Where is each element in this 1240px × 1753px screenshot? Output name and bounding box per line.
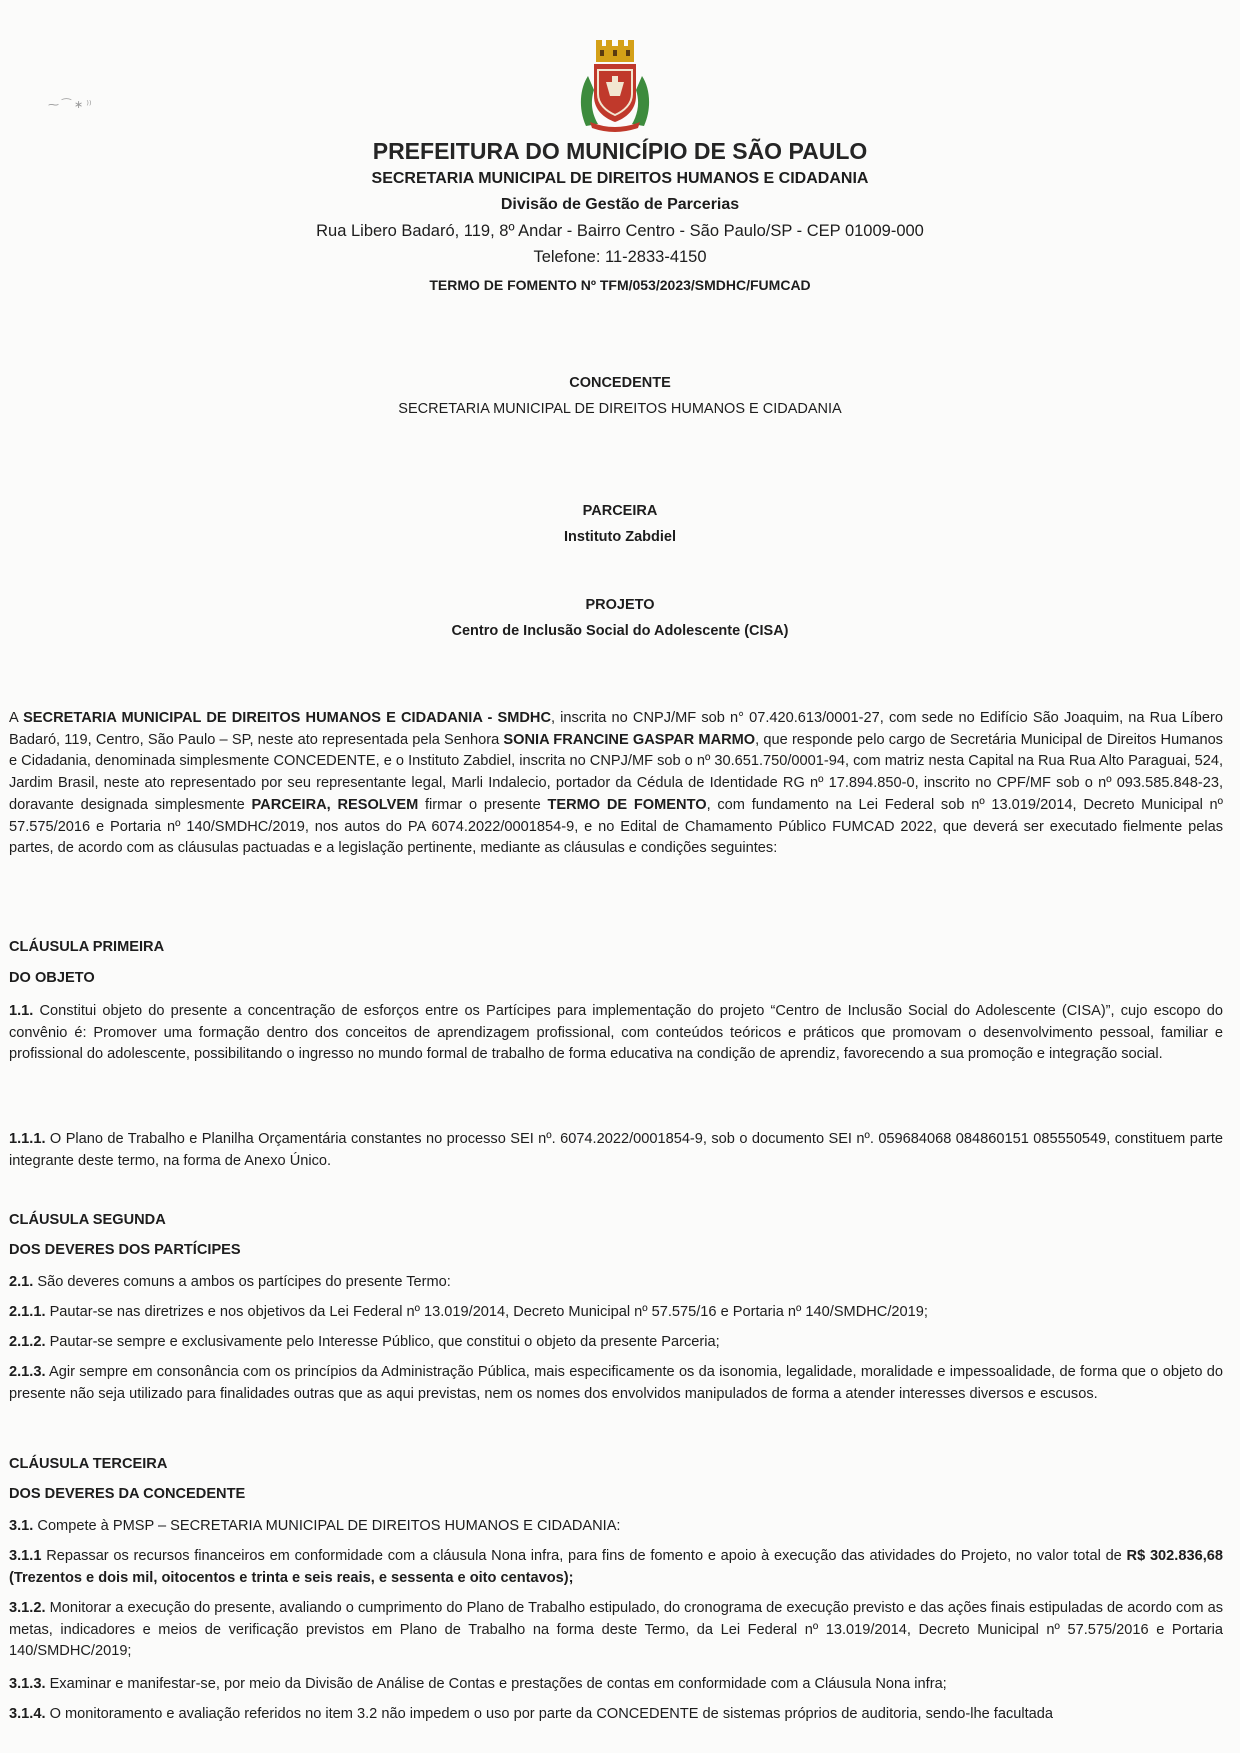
preamble-paragraph: A SECRETARIA MUNICIPAL DE DIREITOS HUMANOS E CIDADANIA - SMDHC, inscrita no CNPJ/MF sob n° 07.420.613/0001-27, com sede no Edifício São Joaquim, na Rua Líbero Badaró, 119, Centro, São Paulo – SP, neste ato representada pela Senhora SONIA FRANCINE GASPAR MARMO, que responde pelo cargo de Secretária Municipal de Direitos Humanos e Cidadania, denominada simplesmente CONCEDENTE, e o Instituto Zabdiel, inscrita no CNPJ/MF sob o nº 30.651.750/0001-94, com matriz nesta Capital na Rua Rua Alto Paraguai, 524, Jardim Brasil, neste ato representado por seu representante legal, Marli Indalecio, portador da Cédula de Identidade RG nº 17.894.850-0, inscrito no CPF/MF sob o nº 093.585.848-23, doravante designada simplesmente PARCEIRA, RESOLVEM firmar o presente TERMO DE FOMENTO, com fundamento na Lei Federal sob nº 13.019/2014, Decreto Municipal nº 57.575/2016 e Portaria nº 140/SMDHC/2019, nos autos do PA 6074.2022/0001854-9, e no Edital de Chamamento Público FUMCAD 2022, que deverá ser executado fielmente pelas partes, de acordo com as cláusulas pactuadas e a legislação pertinente, mediante as cláusulas e condições seguintes: [9,710,1224,857]
term-number: TERMO DE FOMENTO Nº TFM/053/2023/SMDHC/FUMCAD [429,277,811,293]
projeto-label: PROJETO [585,597,655,613]
secretariat-name: SECRETARIA MUNICIPAL DE DIREITOS HUMANOS E CIDADANIA [371,170,869,187]
concedente-block [0,375,1240,417]
clause-2-subtitle: DOS DEVERES DOS PARTÍCIPES [9,1242,241,1258]
clause-3-1-3: 3.1.3. Examinar e manifestar-se, por meio da Divisão de Análise de Contas e prestações de contas em conformidade com a Cláusula Nona infra; [9,1676,947,1692]
phone: Telefone: 11-2833-4150 [533,248,707,266]
clause-2-1-1: 2.1.1. Pautar-se nas diretrizes e nos objetivos da Lei Federal nº 13.019/2014, Decreto Municipal nº 57.575/16 e Portaria nº 140/SMDHC/2019; [9,1304,928,1320]
parceira-value: Instituto Zabdiel [564,529,676,545]
clause-3-1-4: 3.1.4. O monitoramento e avaliação referidos no item 3.2 não impedem o uso por parte da CONCEDENTE de sistemas próprios de auditoria, sendo-lhe facultada [9,1706,1054,1722]
projeto-block [0,597,1240,639]
clause-3-1-2: 3.1.2. Monitorar a execução do presente, avaliando o cumprimento do Plano de Trabalho estipulado, do cronograma de execução previsto e das ações finais estipuladas de acordo com as metas, indicadores e meios de verificação previstos em Plano de Trabalho na forma deste Termo, da Lei Federal nº 13.019/2014, Decreto Municipal nº 57.575/2016 e Portaria 140/SMDHC/2019; [9,1600,1223,1660]
clause-2-1-2: 2.1.2. Pautar-se sempre e exclusivamente pelo Interesse Público, que constitui o objeto da presente Parceria; [9,1334,720,1350]
clause-3-1-1: 3.1.1 Repassar os recursos financeiros em conformidade com a cláusula Nona infra, para fins de fomento e apoio à execução das atividades do Projeto, no valor total de R$ 302.836,68 (Trezentos e dois mil, oitocentos e trinta e seis reais, e sessenta e oito centavos); [9,1548,1223,1586]
division-name: Divisão de Gestão de Parcerias [500,196,740,213]
clause-2-1: 2.1. São deveres comuns a ambos os partícipes do presente Termo: [9,1274,451,1290]
concedente-label: CONCEDENTE [569,375,671,391]
scan-mark: ⁓ ⁀ ∗ ⁾⁾ [48,99,92,111]
parceira-label: PARCEIRA [582,503,658,519]
clause-2-title: CLÁUSULA SEGUNDA [9,1212,166,1228]
parceira-block [0,503,1240,545]
clause-3-title: CLÁUSULA TERCEIRA [9,1456,168,1472]
concedente-value: SECRETARIA MUNICIPAL DE DIREITOS HUMANOS E CIDADANIA [398,401,842,417]
sao-paulo-coat-of-arms-icon [576,38,654,134]
projeto-value: Centro de Inclusão Social do Adolescente (CISA) [451,623,789,639]
page-title: PREFEITURA DO MUNICÍPIO DE SÃO PAULO [372,138,868,164]
clause-3-subtitle: DOS DEVERES DA CONCEDENTE [9,1486,246,1502]
clause-1-subtitle: DO OBJETO [9,970,95,986]
clause-2-1-3: 2.1.3. Agir sempre em consonância com os princípios da Administração Pública, mais especificamente os da isonomia, legalidade, moralidade e impessoalidade, de forma que o objeto do presente não seja utilizado para finalidades outras que as aqui previstas, nem os nomes dos envolvidos manipulados de forma a atender interesses diversos e escusos. [9,1364,1223,1402]
letterhead [0,136,1240,300]
clause-3-1: 3.1. Compete à PMSP – SECRETARIA MUNICIPAL DE DIREITOS HUMANOS E CIDADANIA: [9,1518,621,1534]
clause-1-1-1: 1.1.1. O Plano de Trabalho e Planilha Orçamentária constantes no processo SEI nº. 6074.2022/0001854-9, sob o documento SEI nº. 059684068 084860151 085550549, constituem parte integrante deste termo, na forma de Anexo Único. [9,1131,1223,1169]
clause-1-title: CLÁUSULA PRIMEIRA [9,939,165,955]
clause-1-1: 1.1. Constitui objeto do presente a concentração de esforços entre os Partícipes para implementação do projeto “Centro de Inclusão Social do Adolescente (CISA)”, cujo escopo do convênio é: Promover uma formação dentro dos conceitos de aprendizagem profissional, com conteúdos teóricos e práticos que promovam o desenvolvimento pessoal, familiar e profissional do adolescente, possibilitando o ingresso no mundo formal de trabalho de forma educativa na condição de aprendiz, favorecendo a sua promoção e integração social. [9,1003,1223,1063]
address: Rua Libero Badaró, 119, 8º Andar - Bairro Centro - São Paulo/SP - CEP 01009-000 [316,222,924,240]
